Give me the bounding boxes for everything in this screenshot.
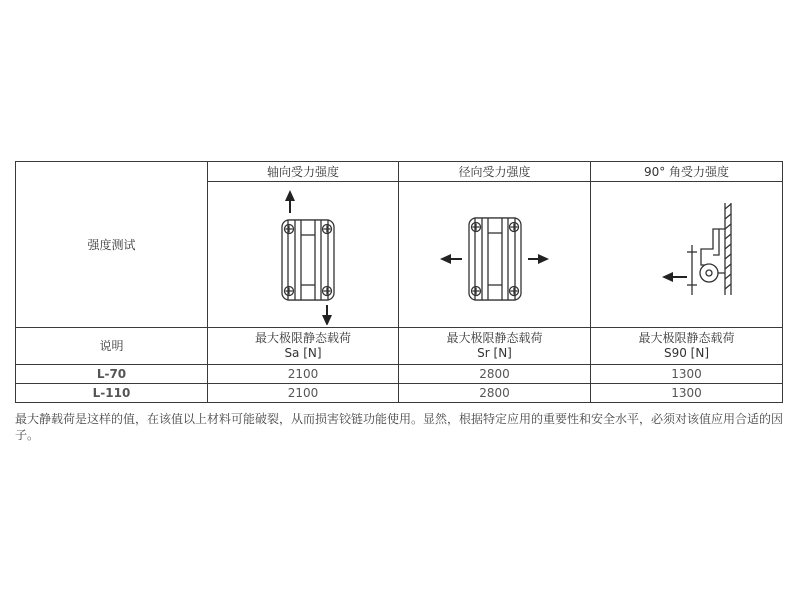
strength-test-label: 强度测试 — [16, 162, 208, 328]
footnote: 最大静载荷是这样的值，在该值以上材料可能破裂，从而损害铰链功能使用。显然，根据特定应用的重要性和安全水平，必须对该值应用合适的因子。 — [15, 412, 784, 442]
axial-diagram-cell — [208, 182, 399, 328]
radial-strength-header: 径向受力强度 — [399, 162, 591, 182]
axial-desc-line1: 最大极限静态载荷 — [254, 331, 351, 345]
angle90-value: 1300 — [591, 384, 783, 403]
radial-diagram-cell — [399, 182, 591, 328]
radial-value: 2800 — [399, 384, 591, 403]
angle90-desc — [591, 328, 783, 365]
axial-value: 2100 — [208, 365, 399, 384]
radial-desc — [399, 328, 591, 365]
axial-desc-line2: Sa [N] — [284, 346, 322, 360]
angle90-load-diagram — [627, 195, 747, 315]
radial-load-diagram — [435, 195, 555, 315]
angle90-desc-line1: 最大极限静态载荷 — [638, 331, 735, 345]
axial-load-diagram — [248, 185, 358, 325]
table-row — [16, 365, 783, 384]
model-name: L-110 — [16, 384, 208, 403]
model-name: L-70 — [16, 365, 208, 384]
angle90-diagram-cell — [591, 182, 783, 328]
radial-desc-line1: 最大极限静态载荷 — [446, 331, 543, 345]
angle90-desc-line2: S90 [N] — [663, 346, 710, 360]
angle90-value: 1300 — [591, 365, 783, 384]
radial-desc-line2: Sr [N] — [477, 346, 512, 360]
axial-value: 2100 — [208, 384, 399, 403]
angle90-strength-header: 90° 角受力强度 — [591, 162, 783, 182]
table-row — [16, 384, 783, 403]
description-label: 说明 — [16, 328, 208, 365]
radial-value: 2800 — [399, 365, 591, 384]
axial-strength-header: 轴向受力强度 — [208, 162, 399, 182]
strength-table — [15, 161, 783, 403]
axial-desc — [208, 328, 399, 365]
